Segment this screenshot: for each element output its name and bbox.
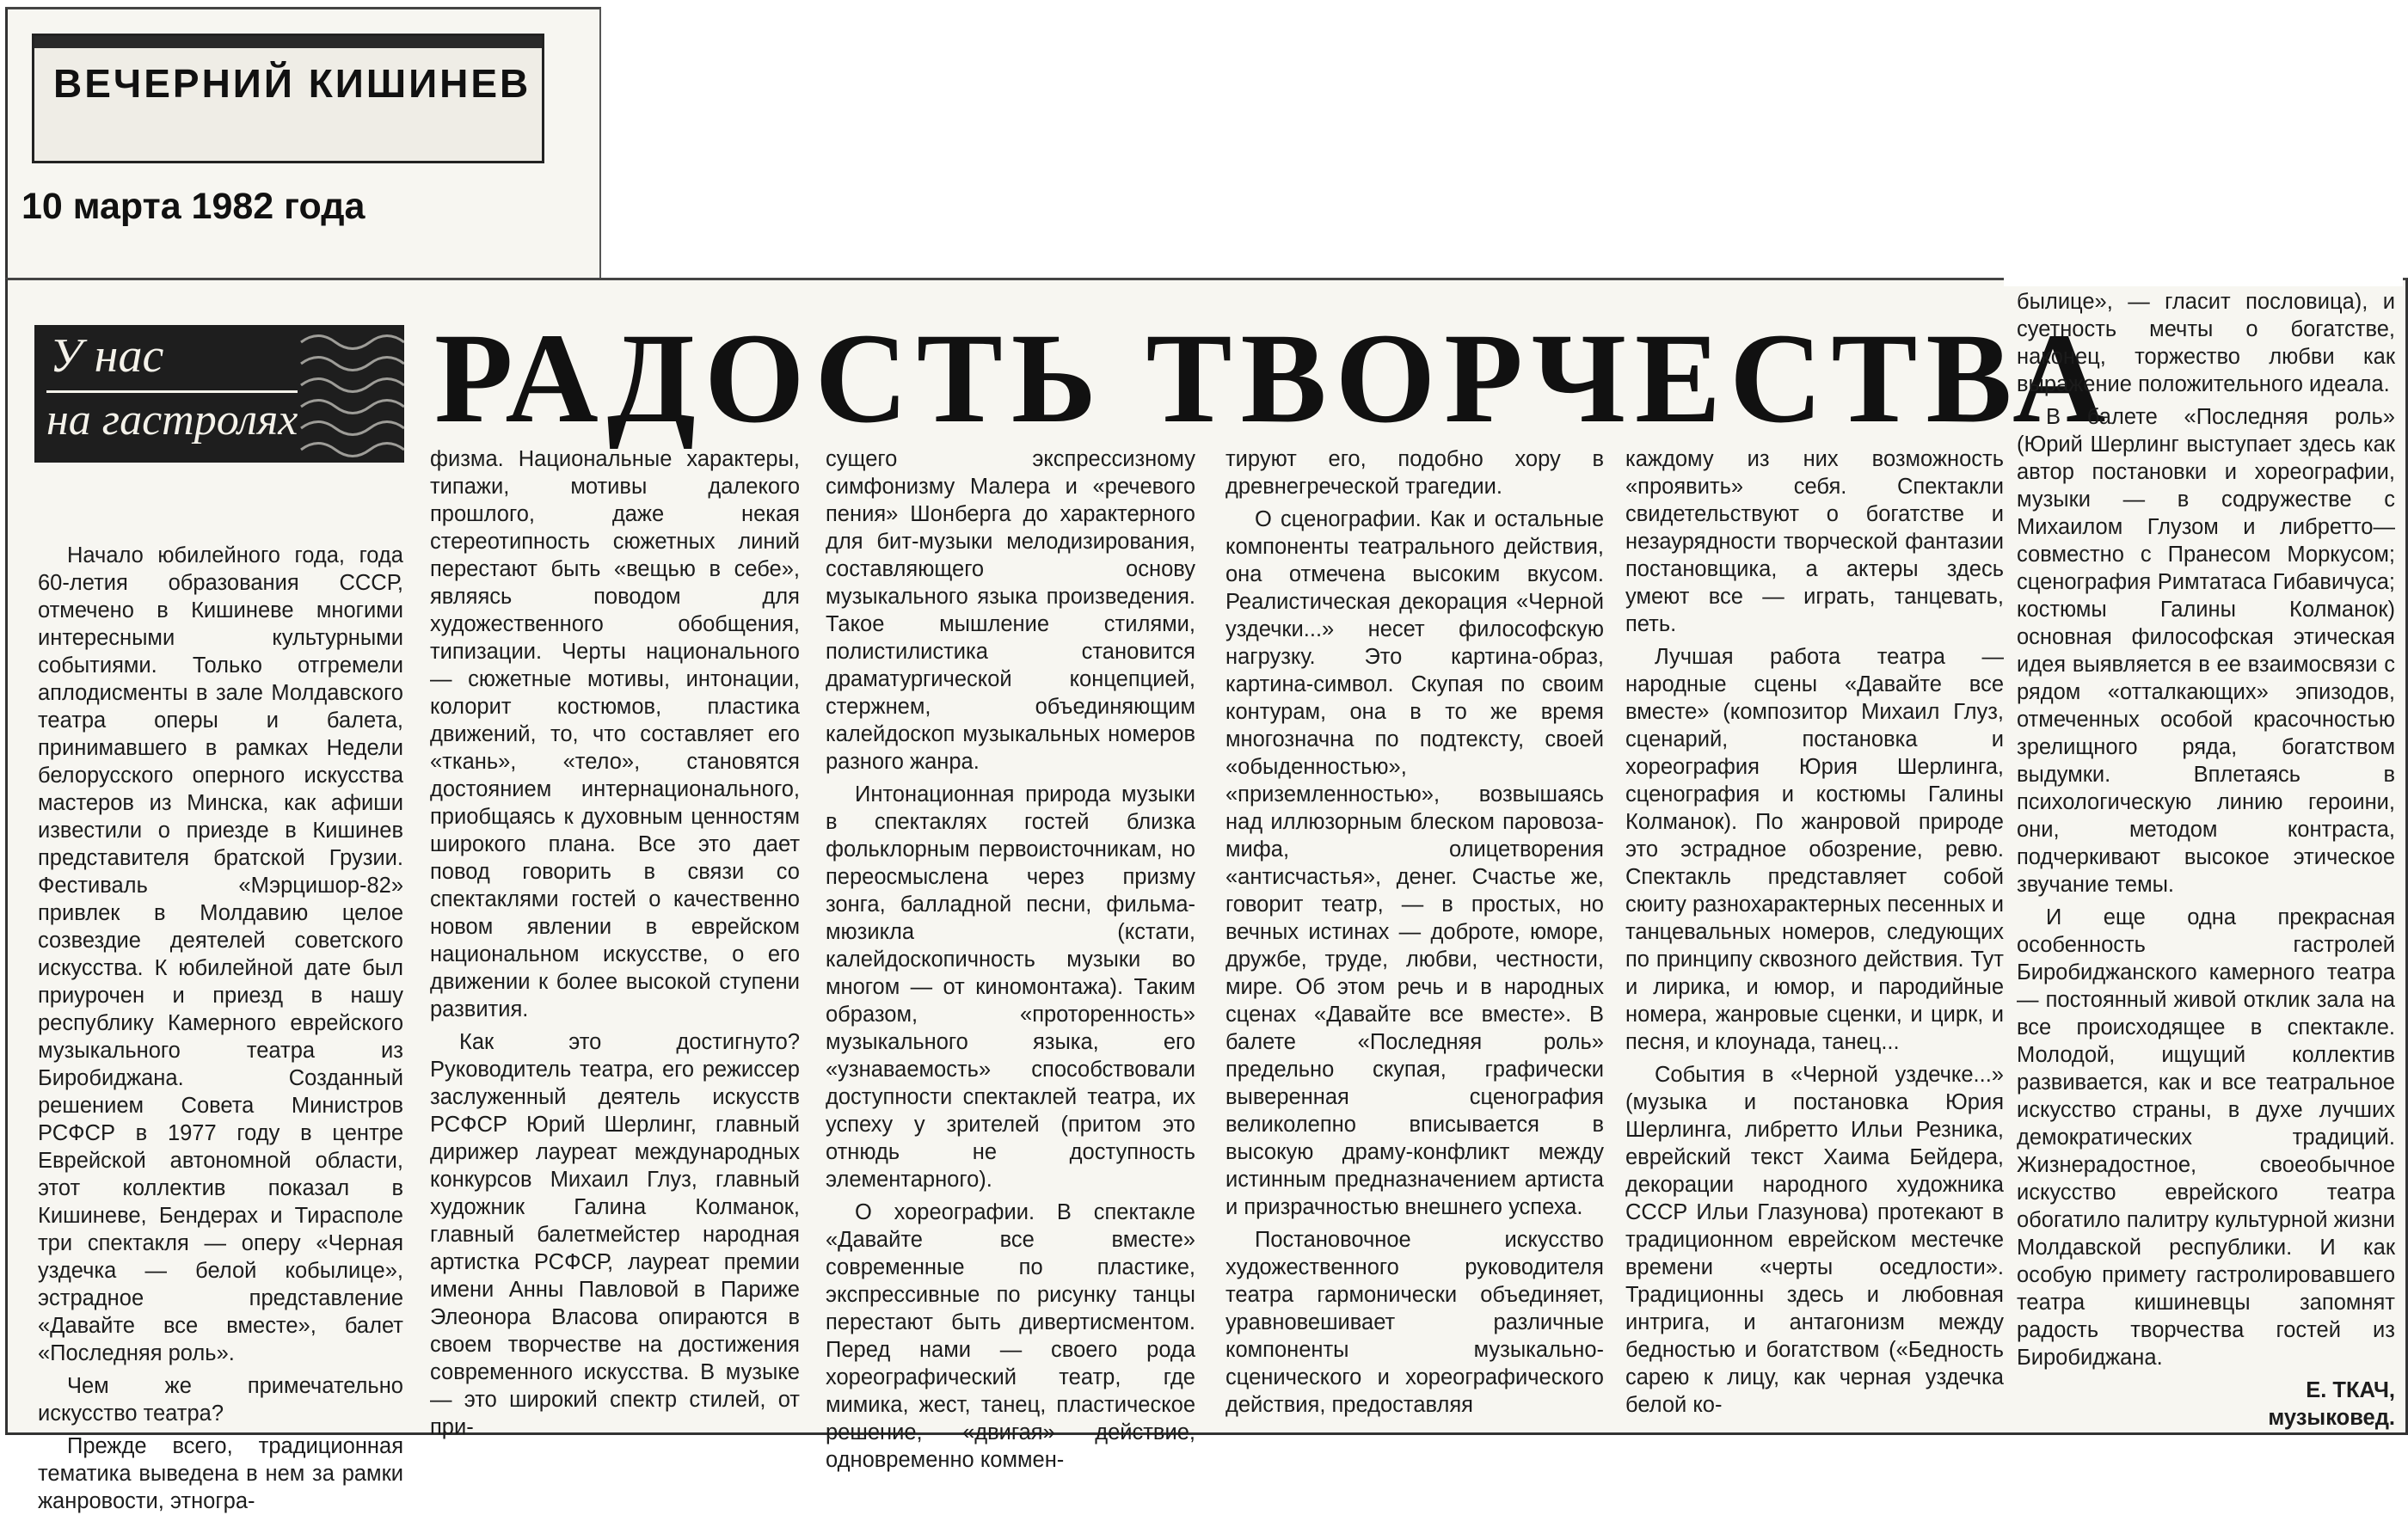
article-column-1 [38, 542, 403, 1513]
article-column-3 [826, 445, 1195, 1472]
article-column-4 [1226, 445, 1604, 1427]
issue-date: 10 марта 1982 года [22, 186, 366, 227]
rubric-line-2: на гастролях [46, 390, 298, 446]
paragraph: сущего экспрессизному симфонизму Малера и «речевого пения» Шонберга до характерного для бит-музыки мелодизирования, составляющего основу музыкального языка произведения. Такое мышление стилями, полистилистика становится драматургической концепцией, стержнем, объединяющим калейдоскоп музыкальных номеров разного жанра. [826, 447, 1195, 774]
masthead-clipping [5, 7, 601, 280]
newspaper-name: ВЕЧЕРНИЙ КИШИНЕВ [53, 61, 531, 106]
ornament-icon [292, 325, 404, 463]
paragraph: физма. Национальные характеры, типажи, мотивы далекого прошлого, даже некая стереотипность сюжетных линий перестают быть «вещью в себе», являясь поводом для художественного обобщения, типизации. Черты национального — сюжетные мотивы, интонации, колорит костюмов, пластика движений, то, что составляет его «ткань», «тело», становятся достоянием интернационального, приобщаясь к духовным ценностям широкого плана. Все это дает повод говорить в связи со спектаклями гостей о качественно новом явлении в еврейском национальном искусстве, о его движении к более высокой ступени развития. [430, 447, 800, 1021]
paragraph: О сценографии. Как и остальные компоненты театрального действия, она отмечена высоким вкусом. Реалистическая декорация «Черной уздечки...» несет философскую нагрузку. Это картина-образ, картина-символ. Скупая по своим контурам, она в то же время многозначна по подтексту, своей «обыденностью», «приземленностью», возвышаясь над иллюзорным блеском паровоза-мифа, олицетворения «антисчастья», денег. Счастье же, говорит театр, — в простых, но вечных истинах — доброте, юморе, дружбе, труде, любви, честности, мире. Об этом речь и в народных сценах «Давайте все вместе». В балете «Последняя роль» предельно скупая, графически выверенная сценография великолепно вписывается в высокую драму-конфликт между истинным предназначением артиста и призрачностью внешнего успеха. [1226, 507, 1604, 1219]
paragraph: Лучшая работа театра — народные сцены «Давайте все вместе» (композитор Михаил Глуз, сценарий, постановка и хореография Юрия Шерлинга, сценография и костюмы Галины Колманок). По жанровой природе это эстрадное обозрение, ревю. Спектакль представляет собой сюиту разнохарактерных песенных и танцевальных номеров, следующих по принципу сквозного действия. Тут и лирика, и юмор, и пародийные номера, жанровые сценки, и цирк, и песня, и клоунада, танец... [1625, 645, 2004, 1054]
paragraph: Чем же примечательно искусство театра? [38, 1374, 403, 1426]
article-headline: РАДОСТЬ ТВОРЧЕСТВА [434, 307, 2115, 450]
article-column-6 [2017, 288, 2395, 1430]
paragraph: Начало юбилейного года, года 60-летия образования СССР, отмечено в Кишиневе многими интересными культурными событиями. Только отгремели аплодисменты в зале Молдавского театра оперы и балета, принимавшего в рамках Недели белорусского оперного искусства мастеров из Минска, как афиши известили о приезде в Кишинев представителя братской Грузии. Фестиваль «Мэрцишор-82» привлек в Молдавию целое созвездие деятелей советского искусства. К юбилейной дате был приурочен и приезд в нашу республику Камерного еврейского музыкального театра из Биробиджана. Созданный решением Совета Министров РСФСР в 1977 году в центре Еврейской автономной области, этот коллектив показал в Кишиневе, Бендерах и Тирасполе три спектакля — оперу «Черная уздечка — белой кобылице», эстрадное представление «Давайте все вместе», балет «Последняя роль». [38, 543, 403, 1365]
paragraph: каждому из них возможность «проявить» себя. Спектакли свидетельствуют о богатстве и незаурядности творческой фантазии постановщика, а актеры здесь умеют все — играть, танцевать, петь. [1625, 447, 2004, 636]
author-name: Е. ТКАЧ, [2306, 1378, 2395, 1402]
article-column-5 [1625, 445, 2004, 1427]
paragraph: И еще одна прекрасная особенность гастролей Биробиджанского камерного театра — постоянный живой отклик зала на все происходящее в спектакле. Молодой, ищущий коллектив развивается, как и все театральное искусство страны, в духе лучших демократических традиций. Жизнерадостное, своеобычное искусство еврейского театра обогатило палитру культурной жизни Молдавской республики. И как особую примету гастролировавшего театра кишиневцы запомнят радость творчества гостей из Биробиджана. [2017, 905, 2395, 1370]
masthead-rule [34, 36, 542, 48]
author-role: музыковед. [2268, 1406, 2395, 1430]
article-column-2 [430, 445, 800, 1439]
paragraph: События в «Черной уздечке...» (музыка и постановка Юрия Шерлинга, либретто Ильи Резника, еврейский текст Хаима Бейдера, декорации народного художника СССР Ильи Глазунова) протекают в традиционном еврейском местечке времени «черты оседлости». Традиционны здесь и любовная интрига, и антагонизм между бедностью и богатством («Бедность сарею к лицу, как черная уздечка белой ко- [1625, 1063, 2004, 1417]
paragraph: тируют его, подобно хору в древнегреческой трагедии. [1226, 447, 1604, 499]
rubric-badge [34, 325, 404, 463]
paragraph: Прежде всего, традиционная тематика выведена в нем за рамки жанровости, этногра- [38, 1434, 403, 1513]
paragraph: Постановочное искусство художественного руководителя театра гармонически объединяет, уравновешивает различные компоненты музыкально-сценического и хореографического действия, предоставляя [1226, 1228, 1604, 1417]
rubric-line-1: У нас [50, 329, 164, 383]
paragraph: Как это достигнуто? Руководитель театра, его режиссер заслуженный деятель искусств РСФСР Юрий Шерлинг, главный дирижер лауреат международных конкурсов Михаил Глуз, главный художник Галина Колманок, главный балетмейстер народная артистка РСФСР, лауреат премии имени Анны Павловой в Париже Элеонора Власова опираются в своем творчестве на достижения современного искусства. В музыке — это широкий спектр стилей, от при- [430, 1030, 800, 1439]
paragraph: Интонационная природа музыки в спектаклях гостей близка фольклорным первоисточникам, но переосмыслена через призму зонга, балладной песни, фильма-мюзикла (кстати, калейдоскопичность музыки во многом — от киномонтажа). Таким образом, «проторенность» музыкального языка, его «узнаваемость» способствовали доступности спектаклей театра, их успеху у зрителей (притом это отнюдь не доступность элементарного). [826, 782, 1195, 1192]
paragraph: О хореографии. В спектакле «Давайте все вместе» современные по пластике, экспрессивные по рисунку танцы перестают быть дивертисментом. Перед нами — своего рода хореографический театр, где мимика, жест, танец, пластическое решение, «двигая» действие, одновременно коммен- [826, 1200, 1195, 1472]
clipping-notch [2004, 278, 2403, 286]
paragraph: В балете «Последняя роль» (Юрий Шерлинг выступает здесь как автор постановки и хореографии, музыки — в содружестве с Михаилом Глузом и либретто—совместно с Пранесом Моркусом; сценография Римтатаса Гибавичуса; костюмы Галины Колманок) основная философская этическая идея выявляется в ее взаимосвязи с рядом «отталкающих» эпизодов, отмеченных особой красочностью зрелищного ряда, богатством выдумки. Вплетаясь в психологическую линию героини, они, методом контраста, подчеркивают высокое этическое звучание темы. [2017, 405, 2395, 897]
author-signature [2017, 1377, 2395, 1432]
paragraph: былице», — гласит пословица), и суетность мечты о богатстве, наконец, торжество любви как выражение положительного идеала. [2017, 290, 2395, 396]
newspaper-masthead [32, 34, 544, 163]
